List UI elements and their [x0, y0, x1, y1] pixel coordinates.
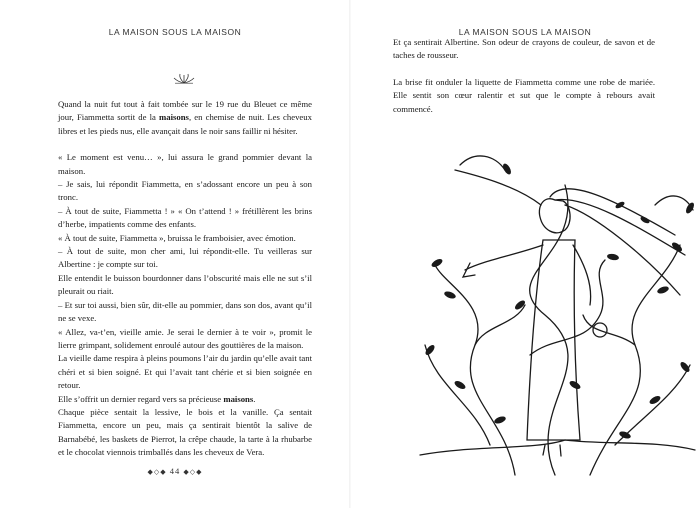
dialogue-line: « Le moment est venu… », lui assura le grand pommier devant la maison. — [58, 152, 312, 176]
last-look-line: Elle s’offrit un dernier regard vers sa précieuse maisons. — [58, 393, 256, 404]
fleuron-ornament-icon — [172, 72, 196, 84]
page-number-value: 44 — [169, 466, 181, 476]
albertine-paragraph: Et ça sentirait Albertine. Son odeur de crayons de couleur, de savon et de taches de rousseur. — [393, 37, 655, 61]
dialogue-line: – À tout de suite, Fiammetta ! » « On t’attend ! » frétillèrent les brins d’herbe, impatients comme des enfants. — [58, 205, 312, 230]
dialogue-line: – Je sais, lui répondit Fiammetta, en s’adossant encore un peu à son tronc. — [58, 179, 312, 203]
last-look-text: Elle s’offrit un dernier regard vers sa précieuse — [58, 393, 222, 404]
opening-text: Quand la nuit fut tout à fait tombée sur le 19 rue du Bleuet ce même jour, Fiammetta sortit de la — [58, 99, 312, 123]
right-running-head: LA MAISON SOUS LA MAISON — [458, 27, 592, 37]
right-page — [350, 0, 700, 508]
dialogue-line: – Et sur toi aussi, bien sûr, dit-elle au pommier, dans son dos, avant qu’il ne se vexe. — [58, 299, 312, 324]
dialogue-line: La vieille dame respira à pleins poumons l’air du jardin qu’elle avait tant chéri et si bien soigné. Et qui l’avait tant chérie et si bien soignée en retour. — [58, 353, 312, 391]
dialogue-line: « Allez, va-t’en, vieille amie. Je serai le dernier à te voir », promit le lierre grimpant, solidement enroulé autour des gouttières de la maison. — [58, 326, 312, 350]
opening-text-rest: , en chemise de nuit. Les cheveux libres et les pieds nus, elle avançait dans le noir sans faillir ni hésiter. — [58, 112, 312, 136]
page-number: ◆◇◆ 44 ◆◇◆ — [147, 466, 203, 476]
right-body-text — [393, 36, 655, 129]
opening-paragraph — [58, 98, 312, 138]
dialogue-line: « À tout de suite, Fiammetta », bruissa le framboisier, avec émotion. — [58, 232, 296, 243]
breeze-paragraph: La brise fit onduler la liquette de Fiammetta comme une robe de mariée. Elle sentit son cœur ralentir et sut que le compte à rebours avait commencé. — [393, 76, 655, 114]
dialogue-line: Elle entendit le buisson bourdonner dans l’obscurité mais elle ne sut s’il pleurait ou riait. — [58, 272, 312, 297]
left-body-text — [58, 98, 312, 460]
old-woman-vines-illustration-icon — [415, 145, 700, 480]
last-look-bold-word: maisons — [223, 393, 254, 404]
opening-bold-word: maisons — [159, 112, 189, 123]
dialogue-line: – À tout de suite, mon cher ami, lui répondit-elle. Tu veilleras sur Albertine : je compte sur toi. — [58, 246, 312, 270]
closing-paragraph: Chaque pièce sentait la lessive, le bois et la vanille. Ça sentait Fiammetta, encore un peu, mais ça sentirait bientôt la salive de Barnabébé, les baskets de Pierrot, la crêpe chaude, la tarte à la rhubarbe et le chocolat viennois trimballés dans les cheveux de Vera. — [58, 406, 312, 458]
left-running-head: LA MAISON SOUS LA MAISON — [108, 27, 242, 37]
